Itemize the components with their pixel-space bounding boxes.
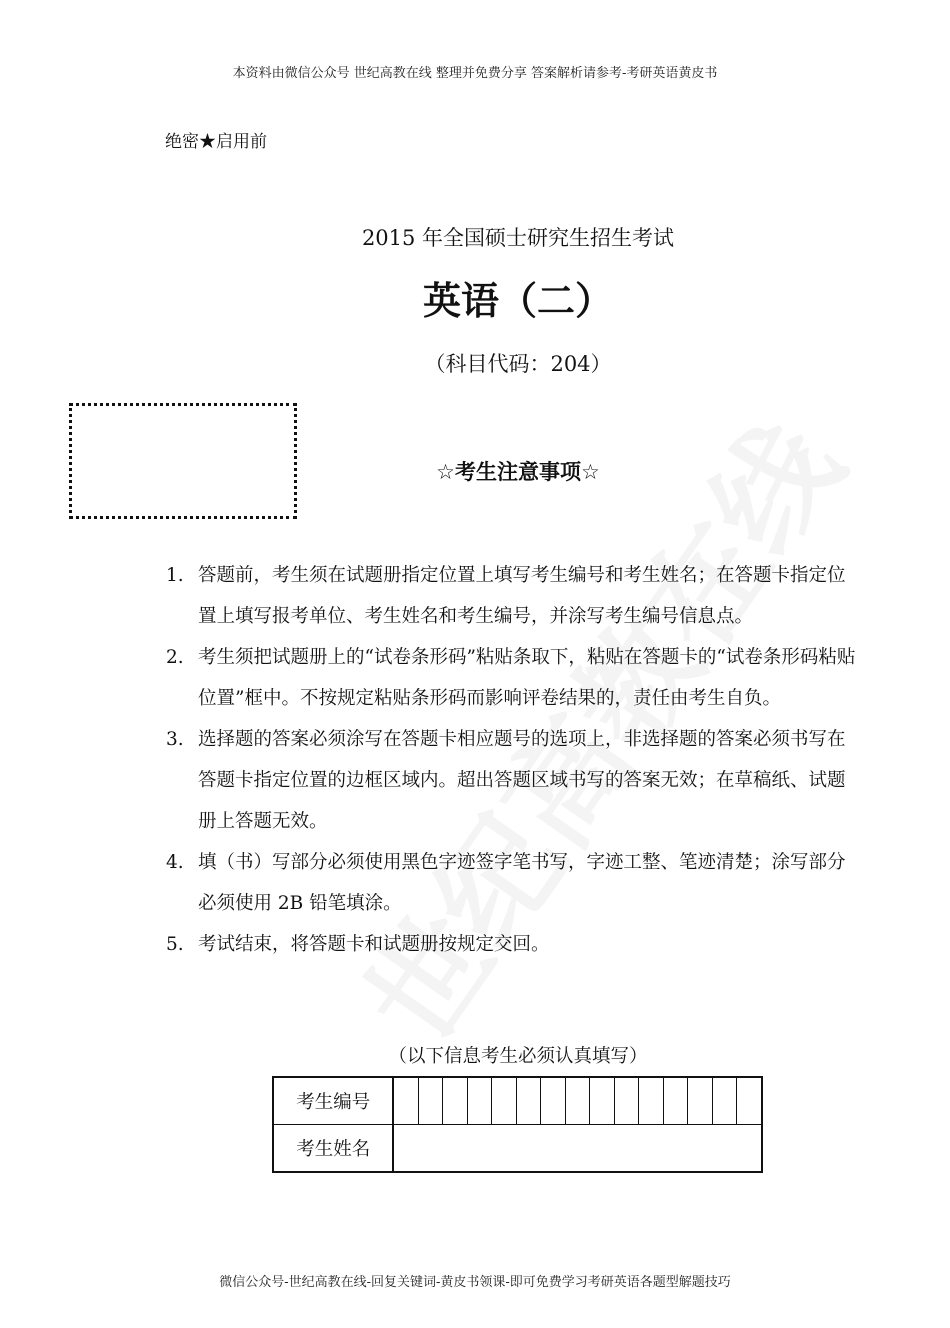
candidate-number-digit-box[interactable] <box>565 1077 590 1125</box>
notice-number: 4. <box>166 852 184 873</box>
candidate-number-digit-box[interactable] <box>737 1077 762 1125</box>
notice-heading: ☆考生注意事项☆ <box>436 460 600 484</box>
notice-item <box>166 719 856 842</box>
footer-note: 微信公众号-世纪高教在线-回复关键词-黄皮书领课-即可免费学习考研英语各题型解题技巧 <box>219 1275 731 1290</box>
notice-list <box>166 555 856 965</box>
candidate-number-digit-box[interactable] <box>418 1077 443 1125</box>
candidate-name-label: 考生姓名 <box>273 1125 393 1173</box>
notice-text: 考生须把试题册上的“试卷条形码”粘贴条取下，粘贴在答题卡的“试卷条形码粘贴位置”框中。不按规定粘贴条形码而影响评卷结果的，责任由考生自负。 <box>198 647 856 709</box>
candidate-number-digit-box[interactable] <box>614 1077 639 1125</box>
candidate-number-digit-box[interactable] <box>443 1077 468 1125</box>
notice-text: 选择题的答案必须涂写在答题卡相应题号的选项上，非选择题的答案必须书写在答题卡指定位置的边框区域内。超出答题区域书写的答案无效；在草稿纸、试题册上答题无效。 <box>198 729 846 832</box>
header-note: 本资料由微信公众号 世纪高教在线 整理并免费分享 答案解析请参考-考研英语黄皮书 <box>232 66 718 81</box>
candidate-number-digit-box[interactable] <box>516 1077 541 1125</box>
subject-title: 英语（二） <box>422 279 613 323</box>
exam-title: 2015 年全国硕士研究生招生考试 <box>361 226 675 250</box>
candidate-info-table <box>272 1076 763 1173</box>
candidate-number-digit-box[interactable] <box>639 1077 664 1125</box>
candidate-number-digit-box[interactable] <box>393 1077 418 1125</box>
notice-item <box>166 842 856 924</box>
notice-text: 答题前，考生须在试题册指定位置上填写考生编号和考生姓名；在答题卡指定位置上填写报考单位、考生姓名和考生编号，并涂写考生编号信息点。 <box>198 565 846 627</box>
candidate-number-digit-box[interactable] <box>467 1077 492 1125</box>
notice-item <box>166 924 856 965</box>
candidate-number-digit-box[interactable] <box>712 1077 737 1125</box>
candidate-number-digit-box[interactable] <box>492 1077 517 1125</box>
notice-item <box>166 637 856 719</box>
notice-item <box>166 555 856 637</box>
candidate-number-digit-box[interactable] <box>590 1077 615 1125</box>
candidate-name-field[interactable] <box>393 1125 762 1173</box>
notice-text: 考试结束，将答题卡和试题册按规定交回。 <box>198 934 550 955</box>
notice-number: 1. <box>166 565 184 586</box>
subject-code: （科目代码：204） <box>424 352 612 376</box>
candidate-name-row <box>273 1125 762 1173</box>
notice-text: 填（书）写部分必须使用黑色字迹签字笔书写，字迹工整、笔迹清楚；涂写部分必须使用 2B 铅笔填涂。 <box>198 852 846 914</box>
candidate-number-digit-box[interactable] <box>688 1077 713 1125</box>
notice-number: 2. <box>166 647 184 668</box>
candidate-number-digit-box[interactable] <box>541 1077 566 1125</box>
confidential-label: 绝密★启用前 <box>165 132 267 152</box>
candidate-number-digit-box[interactable] <box>663 1077 688 1125</box>
notice-number: 5. <box>166 934 184 955</box>
fill-instruction: （以下信息考生必须认真填写） <box>388 1046 648 1067</box>
notice-number: 3. <box>166 729 184 750</box>
candidate-number-row <box>273 1077 762 1125</box>
candidate-number-label: 考生编号 <box>273 1077 393 1125</box>
